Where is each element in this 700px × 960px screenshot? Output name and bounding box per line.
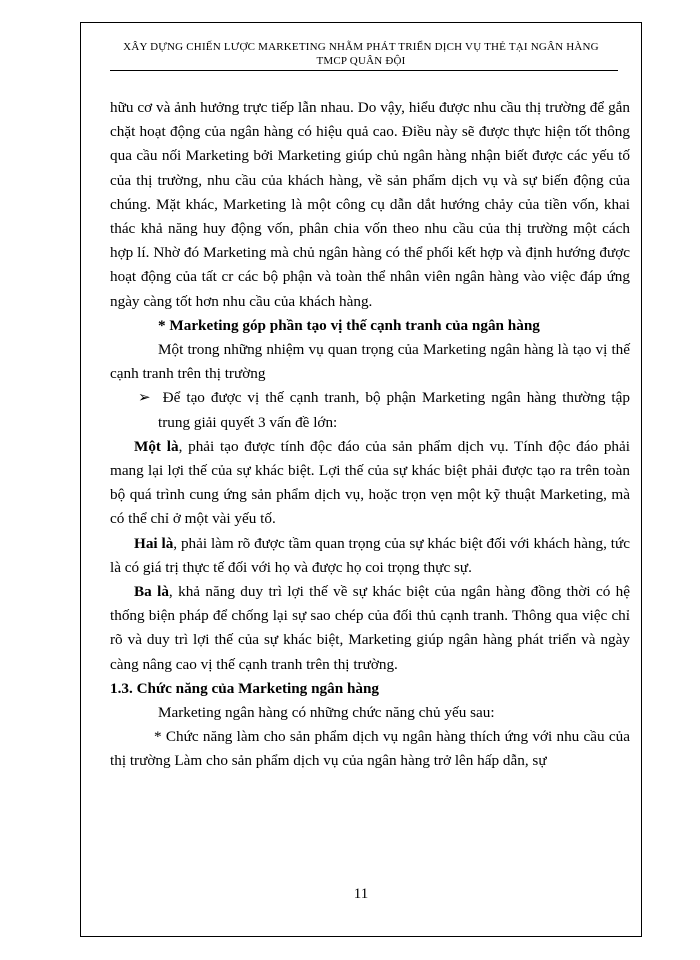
list-item xyxy=(110,532,630,580)
list-item-text: , khả năng duy trì lợi thế về sự khác biệt của ngân hàng đồng thời có hệ thống biện pháp để chống lại sự sao chép của đối thủ cạnh tranh. Thông qua việc chỉ rõ và duy trì lợi thế của sự khác biệt, Marketing giúp ngân hàng phát triển và ngày càng nâng cao vị thế cạnh tranh trên thị trường. xyxy=(110,583,630,673)
list-item-label: Một là xyxy=(134,437,179,455)
subheading-text: * Marketing góp phần tạo vị thế cạnh tranh của ngân hàng xyxy=(158,316,540,334)
section-heading xyxy=(110,677,630,701)
document-body xyxy=(110,96,630,774)
header-line-1: XÂY DỰNG CHIẾN LƯỢC MARKETING NHẰM PHÁT TRIỂN DỊCH VỤ THẺ TẠI NGÂN HÀNG xyxy=(123,41,599,53)
paragraph: * Chức năng làm cho sản phẩm dịch vụ ngân hàng thích ứng với nhu cầu của thị trường Làm cho sản phẩm dịch vụ của ngân hàng trở lên hấp dẫn, sự xyxy=(110,728,630,770)
list-item-label: Ba là xyxy=(134,583,169,601)
section-title: 1.3. Chức năng của Marketing ngân hàng xyxy=(110,679,380,697)
list-item xyxy=(110,580,630,677)
paragraph: Marketing ngân hàng có những chức năng chủ yếu sau: xyxy=(158,704,495,722)
bullet-item xyxy=(110,386,630,434)
page-number: 11 xyxy=(353,886,369,902)
header-divider xyxy=(110,70,618,71)
list-item-label: Hai là xyxy=(134,534,174,552)
list-item-text: , phải làm rõ được tầm quan trọng của sự khác biệt đối với khách hàng, tức là có giá trị thực tế đối với họ và được họ coi trọng thực sự. xyxy=(110,534,630,576)
header-line-2: TMCP QUÂN ĐỘI xyxy=(316,55,406,67)
list-item xyxy=(110,435,630,532)
running-header xyxy=(80,40,642,68)
bullet-text: Để tạo được vị thế cạnh tranh, bộ phận Marketing ngân hàng thường tập trung giải quyết 3 vấn đề lớn: xyxy=(158,389,630,431)
paragraph: hữu cơ và ảnh hưởng trực tiếp lẫn nhau. Do vậy, hiểu được nhu cầu thị trường để gắn chặt hoạt động của ngân hàng có hiệu quả cao. Điều này sẽ được thực hiện tốt thông qua cầu nối Marketing bởi Marketing giúp chủ ngân hàng nhận biết được các yếu tố của thị trường, nhu cầu của khách hàng, về sản phẩm dịch vụ và sự biến động của chúng. Mặt khác, Marketing là một công cụ dẫn dắt hướng chảy của tiền vốn, khai thác khả năng huy động vốn, phân chia vốn theo nhu cầu của thị trường một cách hợp lí. Nhờ đó Marketing mà chủ ngân hàng có thể phối kết hợp và định hướng được hoạt động của tất cr các bộ phận và toàn thể nhân viên ngân hàng vào việc đáp ứng ngày càng tốt hơn nhu cầu của khách hàng. xyxy=(110,99,630,310)
arrow-bullet-icon: ➢ xyxy=(138,389,151,407)
paragraph: Một trong những nhiệm vụ quan trọng của Marketing ngân hàng là tạo vị thế cạnh tranh trên thị trường xyxy=(110,341,630,383)
list-item-text: , phải tạo được tính độc đáo của sản phẩm dịch vụ. Tính độc đáo phải mang lại lợi thế của sự khác biệt. Lợi thế của sự khác biệt phải được tạo ra trên toàn bộ quá trình cung ứng sản phẩm dịch vụ, hoặc trọn vẹn một kỹ thuật Marketing, mà có thể chỉ ở một vài yếu tố. xyxy=(110,437,630,528)
subheading xyxy=(110,314,630,338)
